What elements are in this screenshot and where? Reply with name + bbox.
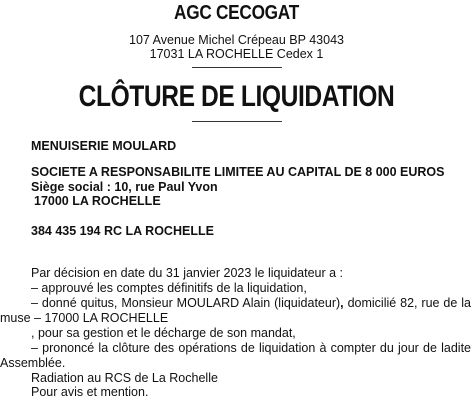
divider-top xyxy=(192,67,282,68)
firm-address-line1: 107 Avenue Michel Crépeau BP 43043 xyxy=(129,33,344,47)
body-line-closure: – prononcé la clôture des opérations de liquidation à compter du jour de ladite xyxy=(31,341,471,355)
company-seat: Siège social : 10, rue Paul Yvon xyxy=(31,180,218,194)
body-line-radiation: Radiation au RCS de La Rochelle xyxy=(31,371,218,385)
company-name: MENUISERIE MOULARD xyxy=(31,139,177,153)
firm-name: AGC CECOGAT xyxy=(174,2,299,24)
notice-title: CLÔTURE DE LIQUIDATION xyxy=(78,80,395,113)
body-line-decision: Par décision en date du 31 janvier 2023 le liquidateur a : xyxy=(31,266,344,280)
company-rcs: 384 435 194 RC LA ROCHELLE xyxy=(31,224,214,238)
quitus-text: – donné quitus, Monsieur MOULARD Alain (liquidateur) xyxy=(31,296,341,310)
body-line-mention: Pour avis et mention. xyxy=(31,385,149,399)
body-line-mandate: , pour sa gestion et le décharge de son mandat, xyxy=(31,326,296,340)
body-line-assembly: Assemblée. xyxy=(0,356,66,370)
company-legal-form: SOCIETE A RESPONSABILITE LIMITEE AU CAPITAL DE 8 000 EUROS xyxy=(31,165,445,179)
quitus-address: domicilié 82, rue de la xyxy=(343,296,471,310)
body-line-approved: – approuvé les comptes définitifs de la liquidation, xyxy=(31,281,307,295)
quitus-comma: , xyxy=(340,296,344,310)
company-city: 17000 LA ROCHELLE xyxy=(34,194,161,208)
firm-address-line2: 17031 LA ROCHELLE Cedex 1 xyxy=(149,47,324,61)
body-line-quitus xyxy=(31,296,471,310)
divider-bottom xyxy=(192,121,282,122)
body-line-address: muse – 17000 LA ROCHELLE xyxy=(0,311,169,325)
